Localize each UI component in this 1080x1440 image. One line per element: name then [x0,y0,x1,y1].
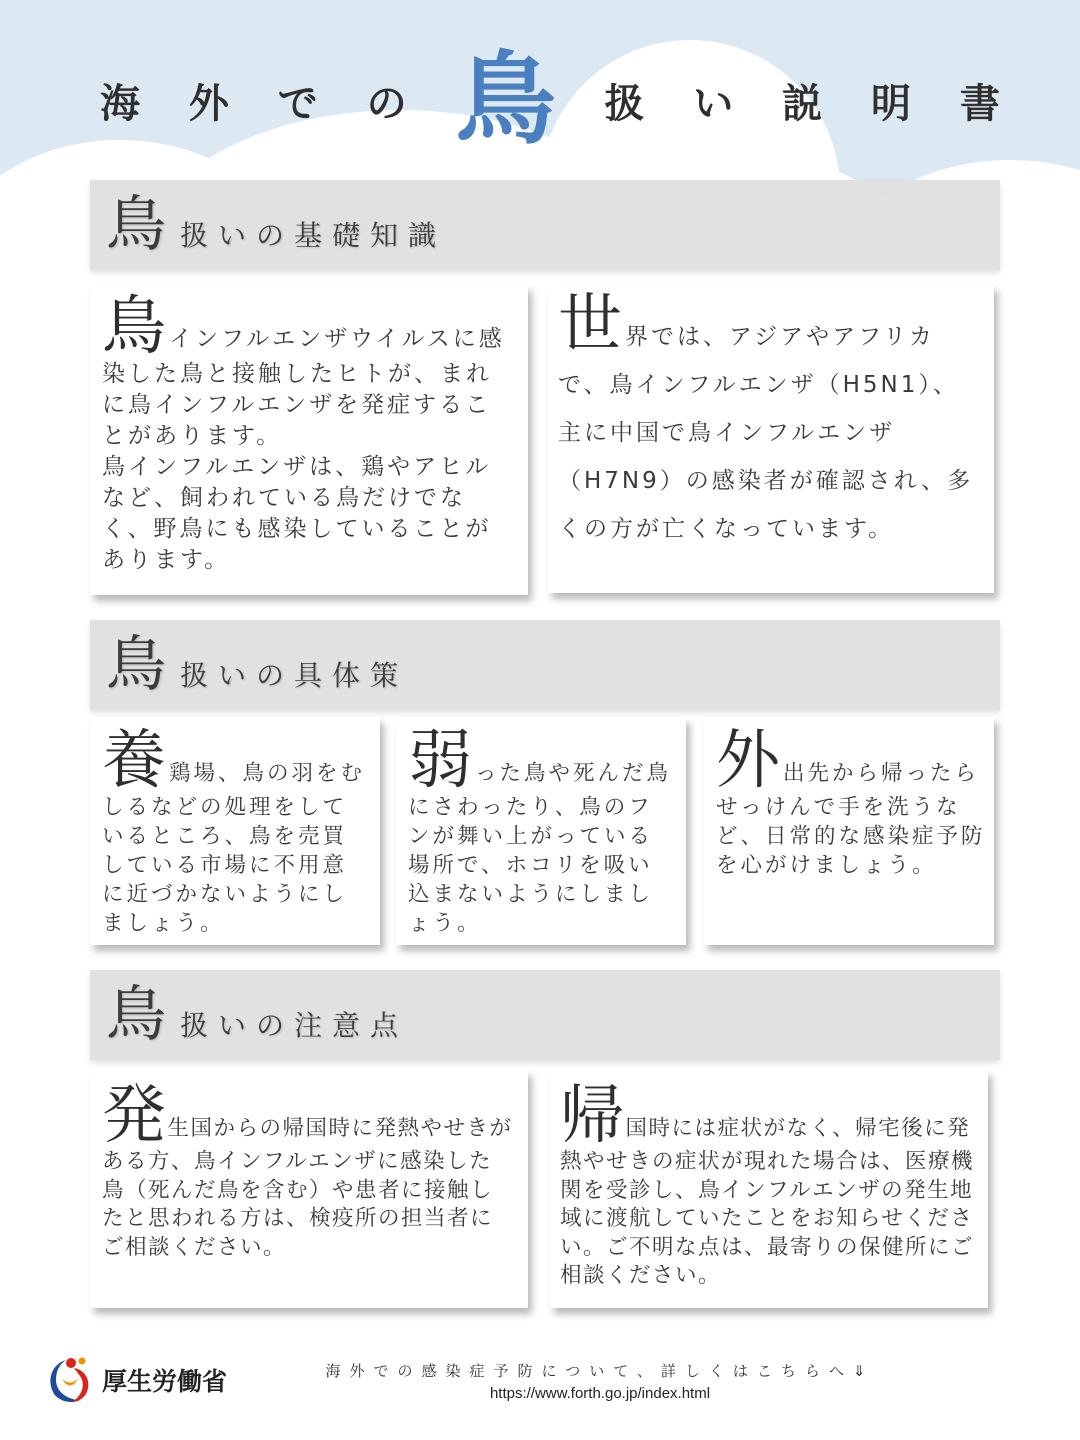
section-header-cautions [90,970,1000,1060]
section-header-basics [90,180,1000,270]
card-text: 国時には症状がなく、帰宅後に発熱やせきの症状が現れた場合は、医療機関を受診し、鳥インフルエンザの発生地域に渡航していたことをお知らせください。ご不明な点は、最寄りの保健所にご相談ください。 [560,1116,975,1288]
card-basics-left [90,285,528,595]
card-initial: 弱 [408,724,475,798]
card-text: 鶏場、鳥の羽をむしるなどの処理をしているところ、鳥を売買している市場に不用意に近づかないようにしましょう。 [102,761,366,936]
card-measure-3 [704,717,994,945]
card-text: 生国からの帰国時に発熱やせきがある方、鳥インフルエンザに感染した鳥（死んだ鳥を含む）や患者に接触したと思われる方は、検疫所の担当者にご相談ください。 [102,1116,513,1260]
title-highlight-char: 鳥 [455,41,556,158]
card-initial: 外 [716,724,783,798]
page-title [100,40,1000,160]
footer-url-link[interactable]: https://www.forth.go.jp/index.html [489,1385,711,1402]
title-char: 明 [871,80,911,127]
ministry-logo[interactable] [46,1354,227,1406]
title-char: 書 [959,80,1000,127]
title-char: の [366,80,407,127]
card-text: 鳥インフルエンザは、鶏やアヒルなど、飼われている鳥だけでなく、野鳥にも感染していることがあります。 [102,454,492,573]
card-measure-2 [396,717,686,945]
title-char: 説 [782,80,823,127]
card-basics-right [548,285,994,593]
ministry-emblem-icon [46,1354,96,1406]
card-measure-1 [90,717,380,945]
card-text: 出先から帰ったらせっけんで手を洗うなど、日常的な感染症予防を心がけましょう。 [716,761,986,878]
title-char: 海 [100,80,140,127]
section-header-label: 扱いの注意点 [180,1009,409,1042]
card-initial: 発 [102,1079,168,1153]
section-header-measures [90,620,1000,710]
title-char: で [277,80,318,127]
ministry-name: 厚生労働省 [102,1367,228,1396]
section-header-initial: 鳥 [106,630,166,700]
card-text: インフルエンザウイルスに感染した鳥と接触したヒトが、まれに鳥インフルエンザを発症することがあります。 [102,326,505,449]
title-char: 扱 [604,80,645,127]
card-caution-right [550,1070,988,1308]
card-initial: 鳥 [102,290,169,364]
section-header-initial: 鳥 [106,980,166,1050]
section-header-label: 扱いの基礎知識 [180,219,447,252]
card-caution-left [90,1070,528,1308]
card-initial: 帰 [560,1079,626,1153]
title-char: 外 [188,80,229,127]
section-header-initial: 鳥 [106,190,166,260]
card-initial: 世 [558,288,625,362]
section-header-label: 扱いの具体策 [180,659,409,692]
footer-note: 海外での感染症予防について、詳しくはこちらへ⇓ [325,1362,875,1380]
card-initial: 養 [102,724,169,798]
title-char: い [693,80,734,127]
card-text: った鳥や死んだ鳥にさわったり、鳥のフンが舞い上がっている場所で、ホコリを吸い込まないようにしましょう。 [408,761,672,936]
card-text: 界では、アジアやアフリカで、鳥インフルエンザ（H5N1）、主に中国で鳥インフルエンザ（H7N9）の感染者が確認され、多くの方が亡くなっています。 [558,324,974,542]
